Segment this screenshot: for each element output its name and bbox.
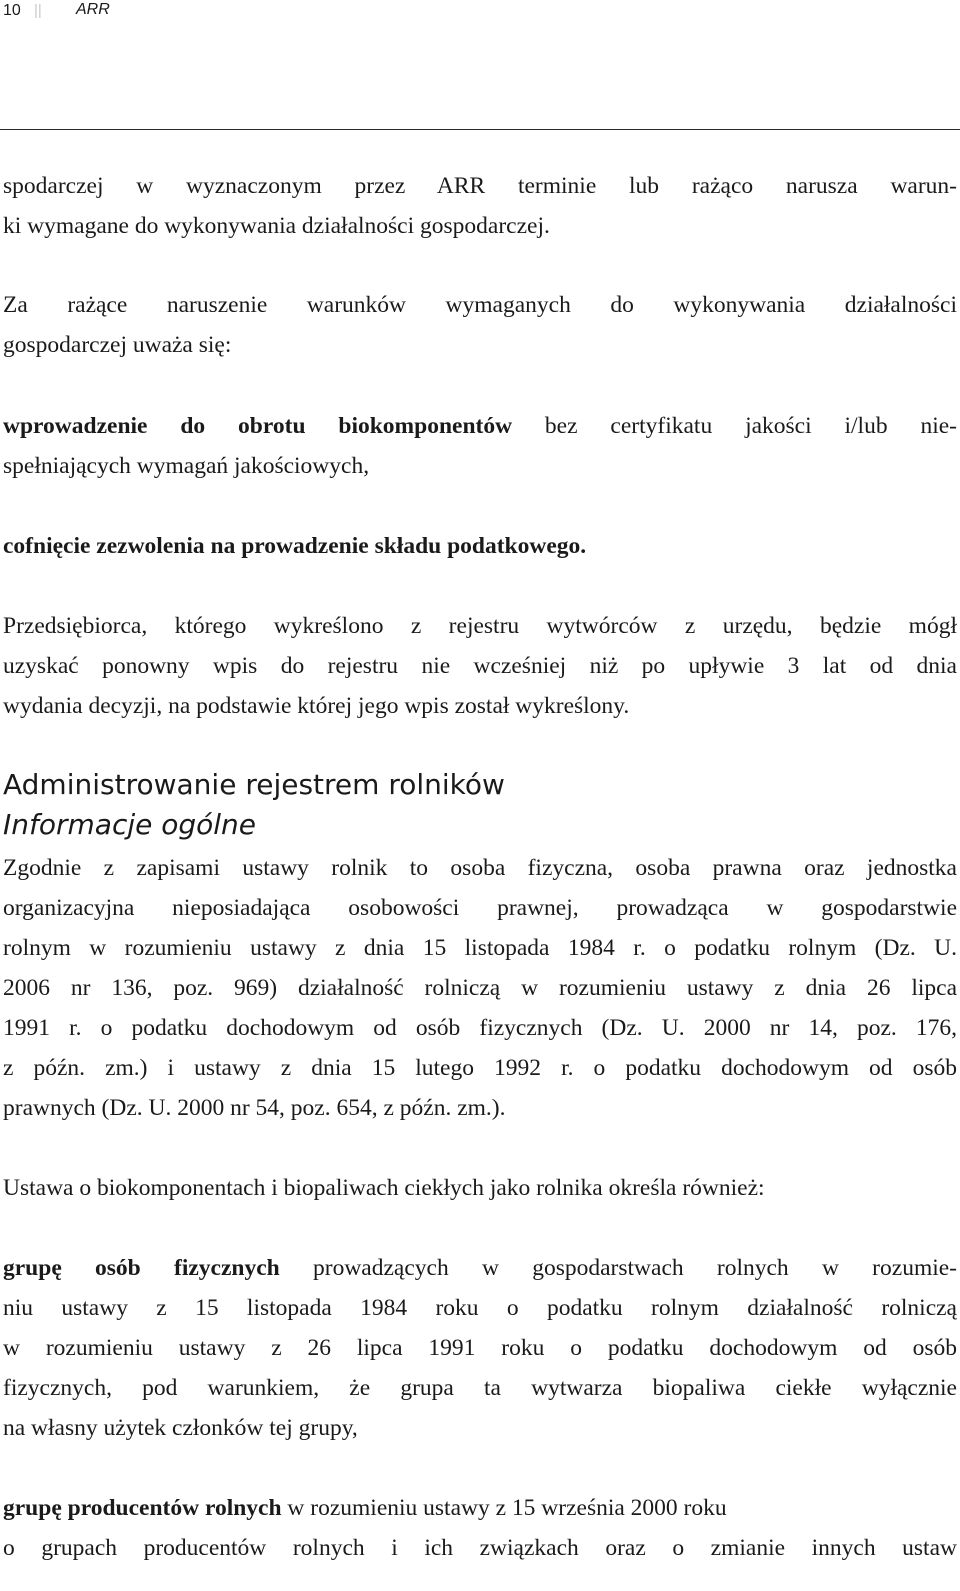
paragraph-line: ki wymagane do wykonywania działalności gospodarczej. — [3, 213, 550, 239]
list-item-line: na własny użytek członków tej grupy, — [3, 1415, 358, 1441]
list-item-line: niu ustawy z 15 listopada 1984 roku o podatku rolnym działalność rolniczą — [3, 1295, 957, 1321]
item-text: prowadzących w gospodarstwach rolnych w rozumie- — [279, 1255, 957, 1281]
paragraph-line: 1991 r. o podatku dochodowym od osób fizycznych (Dz. U. 2000 nr 14, poz. 176, — [3, 1015, 957, 1041]
list-item-line: fizycznych, pod warunkiem, że grupa ta wytwarza biopaliwa ciekłe wyłącznie — [3, 1375, 957, 1401]
paragraph-line: wydania decyzji, na podstawie której jego wpis został wykreślony. — [3, 693, 630, 719]
paragraph-line: Przedsiębiorca, którego wykreślono z rejestru wytwórców z urzędu, będzie mógł — [3, 613, 957, 639]
list-item-line — [3, 1248, 957, 1288]
list-item-line — [3, 406, 957, 446]
bold-term: grupę osób fizycznych — [3, 1255, 280, 1281]
page-number: 10 — [3, 2, 21, 19]
running-title: ARR — [76, 1, 110, 18]
item-text: w rozumieniu ustawy z 15 września 2000 roku — [281, 1495, 727, 1521]
bold-term: grupę producentów rolnych — [3, 1495, 282, 1521]
header-rule — [0, 129, 960, 130]
section-subheading: Informacje ogólne — [3, 808, 257, 841]
header-separator: || — [34, 2, 42, 19]
paragraph-line: spodarczej w wyznaczonym przez ARR terminie lub rażąco narusza warun- — [3, 173, 957, 199]
paragraph-line: gospodarczej uważa się: — [3, 332, 232, 358]
list-item-line: spełniających wymagań jakościowych, — [3, 453, 370, 479]
paragraph-line: z późn. zm.) i ustawy z dnia 15 lutego 1992 r. o podatku dochodowym od osób — [3, 1055, 957, 1081]
section-heading: Administrowanie rejestrem rolników — [3, 768, 505, 801]
paragraph-line: uzyskać ponowny wpis do rejestru nie wcześniej niż po upływie 3 lat od dnia — [3, 653, 957, 679]
paragraph-line: prawnych (Dz. U. 2000 nr 54, poz. 654, z późn. zm.). — [3, 1095, 506, 1121]
bold-term: wprowadzenie do obrotu biokomponentów — [3, 413, 513, 439]
list-item-line: cofnięcie zezwolenia na prowadzenie składu podatkowego. — [3, 533, 587, 559]
list-item-line: w rozumieniu ustawy z 26 lipca 1991 roku o podatku dochodowym od osób — [3, 1335, 957, 1361]
paragraph-line: Za rażące naruszenie warunków wymaganych do wykonywania działalności — [3, 292, 957, 318]
paragraph-line: Zgodnie z zapisami ustawy rolnik to osoba fizyczna, osoba prawna oraz jednostka — [3, 855, 957, 881]
paragraph-line: organizacyjna nieposiadająca osobowości prawnej, prowadząca w gospodarstwie — [3, 895, 957, 921]
list-item-line — [3, 1488, 957, 1528]
item-text: bez certyfikatu jakości i/lub nie- — [512, 413, 957, 439]
paragraph-line: rolnym w rozumieniu ustawy z dnia 15 listopada 1984 r. o podatku rolnym (Dz. U. — [3, 935, 957, 961]
paragraph-line: Ustawa o biokomponentach i biopaliwach ciekłych jako rolnika określa również: — [3, 1175, 765, 1201]
paragraph-line: 2006 nr 136, poz. 969) działalność rolniczą w rozumieniu ustawy z dnia 26 lipca — [3, 975, 957, 1001]
list-item-line: o grupach producentów rolnych i ich związkach oraz o zmianie innych ustaw — [3, 1535, 957, 1561]
